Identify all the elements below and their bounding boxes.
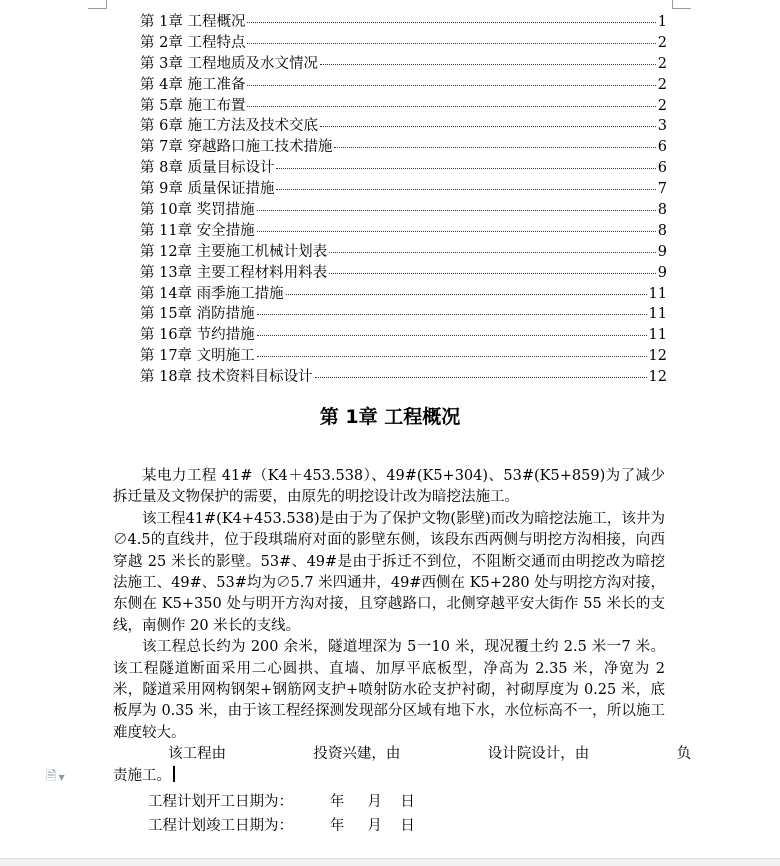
toc-entry-label: 第 5章 施工布置 — [140, 97, 246, 114]
toc-entry[interactable] — [140, 10, 667, 31]
toc-entry-label: 第 17章 文明施工 — [140, 348, 255, 365]
toc-entry-page: 11 — [648, 285, 667, 302]
owner-line — [142, 744, 691, 765]
toc-entry-label: 第 14章 雨季施工措施 — [140, 285, 284, 302]
toc-leader — [286, 294, 647, 295]
toc-leader — [247, 43, 655, 44]
owner-paragraph — [113, 744, 692, 765]
toc-entry-label: 第 6章 施工方法及技术交底 — [140, 118, 318, 135]
toc-leader — [329, 273, 656, 274]
toc-entry[interactable] — [140, 302, 667, 323]
toc-leader — [276, 189, 655, 190]
toc-leader — [247, 22, 655, 23]
toc-leader — [257, 314, 647, 315]
start-date-month: 月 — [367, 794, 382, 811]
owner-continuation-text: 责施工。 — [113, 767, 171, 784]
toc-entry-page: 9 — [657, 243, 667, 260]
toc-entry[interactable] — [140, 240, 667, 261]
toc-entry[interactable] — [140, 177, 667, 198]
toc-entry-page: 11 — [648, 327, 667, 344]
toc-entry[interactable] — [140, 94, 667, 115]
start-date-day: 日 — [400, 794, 415, 811]
toc-entry[interactable] — [140, 219, 667, 240]
toc-entry-label: 第 15章 消防措施 — [140, 306, 255, 323]
toc-entry-page: 1 — [657, 14, 667, 30]
toc-entry-page: 3 — [657, 118, 667, 135]
toc-entry-label: 第 7章 穿越路口施工技术措施 — [140, 139, 333, 156]
toc-entry[interactable] — [140, 31, 667, 52]
toc-entry-label: 第 4章 施工准备 — [140, 76, 246, 93]
chapter-title: 第 1章 工程概况 — [319, 406, 461, 428]
toc-entry[interactable] — [140, 282, 667, 303]
toc-leader — [247, 85, 655, 86]
paragraph: 某电力工程 41#（K4＋453.538）、49#(K5+304)、53#(K5+859)为了减少拆迁量及文物保护的需要，由原先的明挖设计改为暗挖法施工。 — [113, 468, 665, 506]
toc-entry-label: 第 12章 主要施工机械计划表 — [140, 243, 328, 260]
toc-entry-page: 8 — [657, 222, 667, 239]
toc-entry[interactable] — [140, 52, 667, 73]
end-date-month: 月 — [367, 818, 382, 835]
toc-leader — [315, 377, 647, 378]
toc-leader — [257, 231, 656, 232]
paragraph: 该工程41#(K4+453.538)是由于为了保护文物(影壁)而改为暗挖法施工，该井为∅4.5的直线井，位于段琪瑞府对面的影壁东侧，该段东西两侧与明挖方沟相接，向西穿越 25 米长的影壁。53#、49#是由于拆迁不到位，不阻断交通而由明挖改为暗挖法施工、49#、53#均为∅5.7 米四通井，49#西侧在 K5+280 处与明挖方沟对接，东侧在 K5+350 处与明开方沟对接，且穿越路口，北侧穿越平安大街作 55 米长的支线，南侧作 20 米长的支线。 — [113, 510, 665, 634]
toc-entry[interactable] — [140, 344, 667, 365]
toc-leader — [257, 335, 647, 336]
toc-entry[interactable] — [140, 114, 667, 135]
toc-entry-label: 第 9章 质量保证措施 — [140, 181, 275, 198]
table-of-contents — [140, 10, 667, 386]
toc-entry-label: 第 3章 工程地质及水文情况 — [140, 55, 318, 72]
owner-text-part4: 负 — [676, 746, 692, 763]
toc-leader — [329, 252, 656, 253]
toc-leader — [320, 64, 656, 65]
toc-entry[interactable] — [140, 365, 667, 386]
owner-text-part1: 该工程由 — [168, 746, 227, 763]
toc-entry[interactable] — [140, 135, 667, 156]
toc-entry[interactable] — [140, 156, 667, 177]
paragraph: 该工程总长约为 200 余米，隧道埋深为 5一10 米，现况覆土约 2.5 米一7 米。该工程隧道断面采用二心圆拱、直墙、加厚平底板型，净高为 2.35 米，净宽为 2 米，隧道采用网构钢架+钢筋网支护+喷射防水砼支护衬砌，衬砌厚度为 0.25 米，底板厚为 0.35 米，由于该工程经探测发现部分区域有地下水，水位标高不一，所以施工难度较大。 — [113, 639, 665, 741]
page-corner-mark-left — [88, 0, 107, 9]
toc-entry-label: 第 8章 质量目标设计 — [140, 160, 275, 177]
page-corner-mark-right — [672, 0, 691, 9]
toc-leader — [320, 126, 656, 127]
chevron-down-icon[interactable]: ▼ — [58, 773, 65, 782]
start-date-year: 年 — [329, 794, 345, 811]
toc-entry-label: 第 1章 工程概况 — [140, 14, 246, 30]
owner-text-part2: 投资兴建，由 — [313, 746, 401, 763]
toc-leader — [257, 356, 647, 357]
toc-entry-page: 7 — [657, 181, 667, 198]
toc-leader — [257, 210, 656, 211]
toc-entry-label: 第 10章 奖罚措施 — [140, 202, 255, 219]
toc-entry-page: 6 — [657, 139, 667, 156]
toc-leader — [334, 147, 655, 148]
toc-entry-label: 第 11章 安全措施 — [140, 222, 255, 239]
toc-entry-label: 第 2章 工程特点 — [140, 34, 246, 51]
end-date-label: 工程计划竣工日期为： — [148, 818, 293, 835]
start-date-line — [113, 790, 665, 814]
toc-entry[interactable] — [140, 73, 667, 94]
toc-entry-page: 2 — [657, 97, 667, 114]
toc-entry-page: 2 — [657, 55, 667, 72]
toc-leader — [276, 168, 655, 169]
text-cursor — [173, 766, 175, 782]
toc-entry-page: 12 — [648, 369, 667, 386]
toc-entry-label: 第 18章 技术资料目标设计 — [140, 369, 313, 386]
toc-entry-page: 2 — [657, 34, 667, 51]
toc-entry[interactable] — [140, 323, 667, 344]
toc-entry-page: 8 — [657, 202, 667, 219]
toc-entry-page: 2 — [657, 76, 667, 93]
owner-text-part3: 设计院设计，由 — [487, 746, 590, 763]
toc-entry-page: 9 — [657, 264, 667, 281]
toc-entry-label: 第 16章 节约措施 — [140, 327, 255, 344]
toc-entry-page: 11 — [648, 306, 667, 323]
start-date-label: 工程计划开工日期为： — [148, 794, 293, 811]
toc-leader — [247, 106, 655, 107]
end-date-line — [113, 814, 665, 838]
document-icon[interactable]: 🗎 ▼ — [46, 769, 65, 784]
toc-entry-page: 6 — [657, 160, 667, 177]
owner-continuation — [113, 766, 665, 787]
toc-entry[interactable] — [140, 198, 667, 219]
toc-entry[interactable] — [140, 261, 667, 282]
toc-entry-label: 第 13章 主要工程材料用料表 — [140, 264, 328, 281]
toc-entry-page: 12 — [648, 348, 667, 365]
end-date-year: 年 — [329, 818, 345, 835]
end-date-day: 日 — [400, 818, 415, 835]
document-body[interactable] — [113, 466, 692, 838]
